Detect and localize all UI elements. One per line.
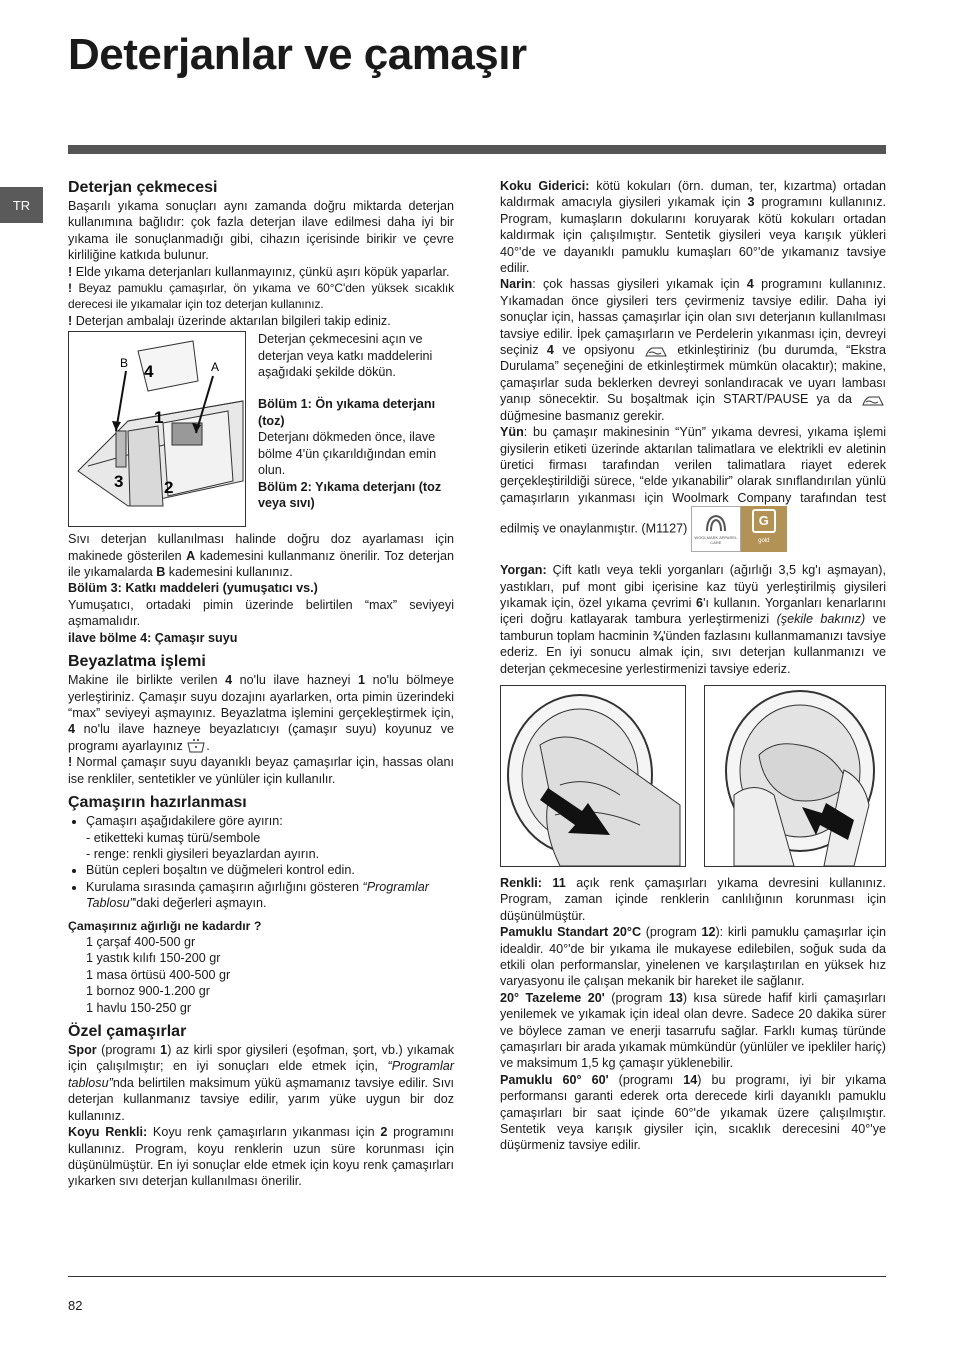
footer-rule: [68, 1276, 886, 1277]
compartment-4-title: ilave bölme 4: Çamaşır suyu: [68, 630, 238, 645]
list-item: 1 masa örtüsü 400-500 gr: [86, 967, 231, 982]
bleach-text: Makine ile birlikte verilen 4 no'lu ilave hazneyi 1 no'lu bölmeye yerleştiriniz. Çamaşır suyu dozajını ayarlarken, orta pimin üzerindeki “max” seviyeyi aşmayınız. Beyazlatma işlemini gerçekleştirmek için, 4 no'lu ilave hazneye beyazlatıcıyı (çamaşır suyu) koyunuz ve programı ayarlayınız .: [68, 673, 454, 753]
compartment-3-text: Yumuşatıcı, ortadaki pimin üzerinde belirtilen “max” seviyeyi aşmamalıdır.: [68, 597, 454, 629]
dark-text: Koyu Renkli: Koyu renk çamaşırların yıkanması için 2 programını kullanınız. Program, koyu renklerin uzun süre korunması için düşünülmüştür. En iyi sonuçlar elde etmek için koyu renk çamaşırları yıkarken sıvı deterjan kullanılması önerilir.: [68, 1125, 454, 1189]
left-column: [68, 178, 454, 1190]
detergent-intro: Başarılı yıkama sonuçları aynı zamanda doğru miktarda deterjan kullanımına bağlıdır: çok fazla deterjan ilave edilmesi daha iyi bir yıkama ile sonuçlanmadığı gibi, cihazın içerisinde birikir ve çevre kirliliğine katkıda bulunur.: [68, 199, 454, 263]
heading-detergent-drawer: Deterjan çekmecesi: [68, 179, 218, 196]
list-item: 1 bornoz 900-1.200 gr: [86, 984, 210, 999]
right-column: [500, 178, 886, 1154]
label-4: 4: [144, 362, 154, 382]
compartment-1-title: Bölüm 1: Ön yıkama deterjanı (toz): [258, 397, 436, 428]
language-tab: TR: [0, 187, 43, 223]
wool-text: Yün: bu çamaşır makinesinin “Yün” yıkama devresi, yıkama işlemi giysilerin etiketi üzerinde aktarılan talimatlara ve elektrikli ev aletinin üretici firması tarafından verilen talimatlara riayet ederek gerçekleştirildiği sürece, “elde yıkanabilir” olarak sınıflandırılan yünlü çamaşırların yıkanması için Woolmark Company tarafından test edilmiş ve onaylanmıştır. (M1127) WOOLMARK APPAREL CARE G gold: [500, 424, 886, 552]
list-item: • Kurulama sırasında çamaşırın ağırlığını gösteren “Programlar Tablosu”'daki değerleri aşmayın.: [86, 879, 454, 912]
woolmark-logo: WOOLMARK APPAREL CARE G gold: [691, 506, 787, 552]
duvet-text: Yorgan: Çift katlı veya tekli yorganları (ağırlığı 3,5 kg'ı aşmayan), yastıkları, puf mont gibi içerisine kaz tüyü yerleştirilmiş giysileri yıkamak için, özel yıkama çevrimi 6'ı kullanın. Yorganları kenarlarını içeri doğru katlayarak tambura yerleştirmenizi (şekile bakınız) ve tamburun toplam hacminin ¾'ünden fazlasını kullanmamanızı tavsiye ederiz. En iyi sonucu almak için, sıvı deterjan kullanmanızı ve deterjan çekmecesine yerlestirmenizi tavsiye ederiz.: [500, 563, 887, 676]
gold-icon: G: [752, 509, 776, 533]
heading-prep: Çamaşırın hazırlanması: [68, 794, 247, 812]
iron-water-icon: [643, 344, 669, 358]
bleach-warning: ! Normal çamaşır suyu dayanıklı beyaz çamaşırlar için, hassas olanı ise renkliler, sentetikler ve yünlüler için kullanılır.: [68, 755, 454, 786]
page-number: 82: [68, 1298, 83, 1313]
odour-text: Koku Giderici: kötü kokuları (örn. duman, ter, kızartma) ortadan kaldırmak amacıyla giysileri yıkamak için 3 programını kullanınız. Program, kumaşların dokularını koruyarak kötü kokuları ortadan kaldırmak için çalışılmıştır. Sentetik giysileri veya karışık yükleri 40°'de ve dayanıklı pamuklu kumaşları 60°'de yıkamanız tavsiye edilir.: [500, 179, 886, 276]
list-item: 1 çarşaf 400-500 gr: [86, 935, 196, 950]
warning-1: ! Elde yıkama deterjanları kullanmayınız, çünkü aşırı köpük yaparlar.: [68, 264, 450, 279]
label-a: A: [211, 360, 220, 375]
duvet-loading-illustration-1: [500, 685, 686, 867]
refresh-text: 20° Tazeleme 20' (program 13) kısa sürede hafif kirli çamaşırları yenilemek ve yıkamak için ideal olan devre. Sadece 20 dakika sürer ve böylece zaman ve enerji tasarrufu sağlar. Farklı kumaş türünde çamaşırları bir arada yıkamak mümkündür (yünlüler ve ipekliler hariç) ve maksimum 1,5 kg çamaşır yüklenebilir.: [500, 990, 886, 1071]
colours-text: Renkli: 11 açık renk çamaşırları yıkama devresini kullanınız. Program, zaman içinde renklerin canlılığının korunması için düşünülmüştür.: [500, 875, 886, 923]
duvet-photos: [500, 685, 886, 867]
label-2: 2: [164, 478, 174, 498]
list-item: • Bütün cepleri boşaltın ve düğmeleri kontrol edin.: [86, 862, 454, 878]
list-item: • Çamaşırı aşağıdakilere göre ayırın: - etiketteki kumaş türü/sembole - renge: renkli giysileri beyazlardan ayırın.: [86, 813, 454, 862]
bleach-icon: [186, 738, 206, 754]
duvet-loading-illustration-2: [704, 685, 886, 867]
drawer-intro: Deterjan çekmecesini açın ve deterjan veya katkı maddelerini aşağıdaki şekilde dökün.: [258, 332, 433, 380]
iron-water-icon: [860, 393, 886, 407]
heading-bleach: Beyazlatma işlemi: [68, 653, 206, 671]
compartment-3-title: Bölüm 3: Katkı maddeleri (yumuşatıcı vs.): [68, 581, 318, 596]
list-item: 1 yastık kılıfı 150-200 gr: [86, 951, 221, 966]
drawer-figure-text: [258, 331, 454, 511]
compartment-2-title: Bölüm 2: Yıkama deterjanı (toz veya sıvı): [258, 479, 442, 510]
sport-text: Spor (programı 1) az kirli spor giysileri (eşofman, şort, vb.) yıkamak için çalışılmıştır; en iyi sonuçları elde etmek için, “Programlar tablosu”nda belirtilen maksimum yükü aşmamanız tavsiye edilir. Sıvı deterjan kullanmanız tavsiye edilir, yarım yüke uygun bir doz kullanınız.: [68, 1043, 454, 1123]
cotton-standard-text: Pamuklu Standart 20°C (program 12): kirli pamuklu çamaşırlar için idealdir. 40°'de bir yıkama ile mukayese edilebilen, soğuk suda da etkili olan performanslar, yinelenen ve karşılaştırılan en yüksek hız varyasyonu ile çalışan mekanik bir hareket ile sağlanır.: [500, 925, 886, 989]
warning-2: ! Beyaz pamuklu çamaşırlar, ön yıkama ve 60°C'den yüksek sıcaklık derecesi ile yıkamalar için toz deterjan kullanınız.: [68, 281, 454, 312]
delicate-text: Narin: çok hassas giysileri yıkamak için 4 programını kullanınız. Yıkamadan önce giysileri ters çevirmeniz tavsiye edilir. Daha iyi sonuçlar için, hassas çamaşırlar için olan sıvı deterjanın kullanılması tavsiye edilir. İpek çamaşırların ve Perdelerin yıkanması için, devreyi seçiniz 4 ve opsiyonu etkinleştiriniz (bu durumda, “Ekstra Durulama” seçeneğini de etkinleştirmek mümkün olacaktır); makine, çamaşırlar suda beklerken devreyi sonlandıracak ve uyarı lambası yanıp sönecektir. Su boşaltmak için START/PAUSE ya da düğmesine basmanız gerekir.: [500, 277, 887, 423]
detergent-drawer-illustration: [68, 331, 246, 527]
label-3: 3: [114, 472, 124, 492]
list-item: 1 havlu 150-250 gr: [86, 1000, 192, 1015]
warning-3: ! Deterjan ambalajı üzerinde aktarılan bilgileri takip ediniz.: [68, 313, 391, 328]
page-title: Deterjanlar ve çamaşır: [68, 30, 527, 79]
compartment-2-text: Sıvı deterjan kullanılması halinde doğru doz ayarlaması için makinede gösterilen A kademesini kullanmanız önerilir. Toz deterjan ile yıkamalarda B kademesini kullanınız.: [68, 532, 454, 580]
prep-list: [68, 813, 454, 911]
heading-special: Özel çamaşırlar: [68, 1023, 187, 1041]
weight-list: [68, 934, 454, 1016]
title-rule: [68, 145, 886, 154]
cotton-60-text: Pamuklu 60° 60' (programı 14) bu programı, iyi bir yıkama performansı garanti ederek orta derecede kirli dayanıklı pamuklu çamaşırları bir saat içinde 60°'de yıkamak üzere çalışılmıştır. Sentetik veya karışık giysiler için, sıcaklık derecesini 40°'ye düşürmeniz tavsiye edilir.: [500, 1072, 886, 1153]
weight-question: Çamaşırınız ağırlığı ne kadardır ?: [68, 918, 262, 933]
woolmark-icon: [703, 513, 729, 535]
label-b: B: [120, 356, 129, 371]
compartment-1-text: Deterjanı dökmeden önce, ilave bölme 4'ün çıkarıldığından emin olun.: [258, 430, 437, 478]
drawer-figure-block: [68, 331, 454, 531]
label-1: 1: [154, 408, 164, 428]
